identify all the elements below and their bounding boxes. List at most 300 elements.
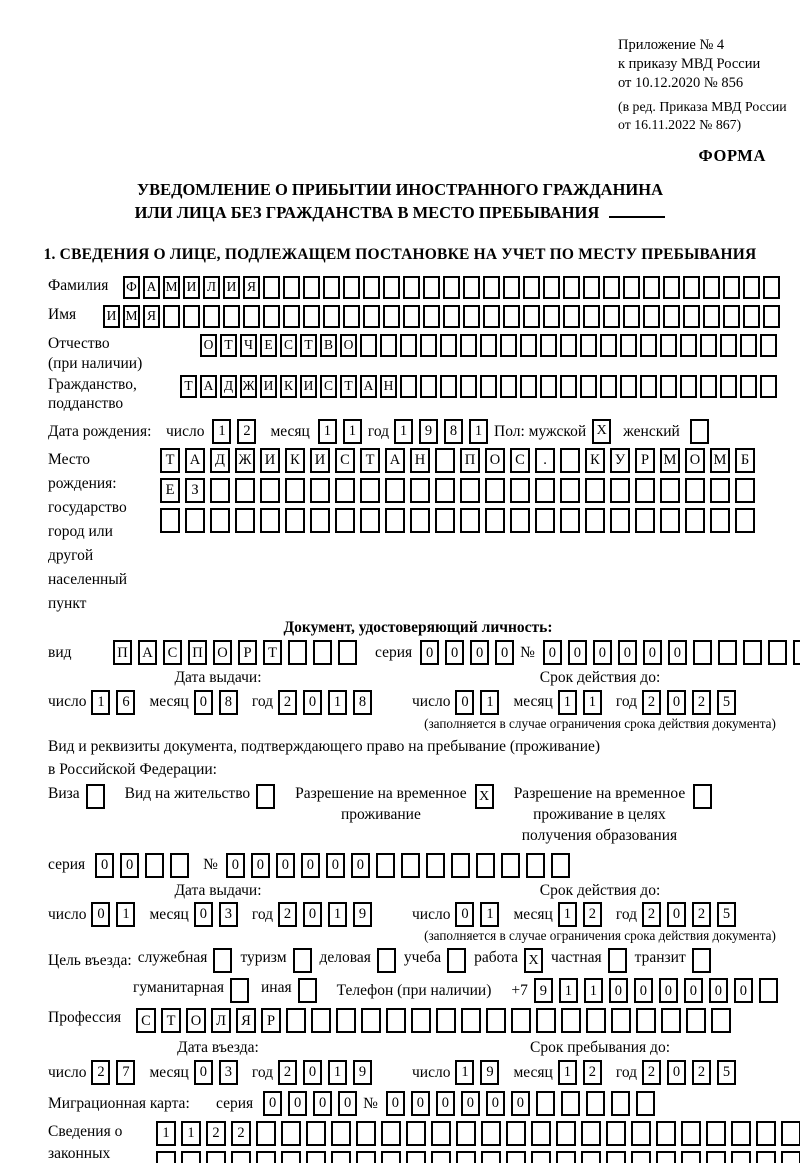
char-cell[interactable]: 2 xyxy=(91,1060,110,1085)
char-cell[interactable]: 2 xyxy=(692,690,711,715)
char-cell[interactable]: Е xyxy=(160,478,180,503)
char-cell[interactable]: Б xyxy=(735,448,755,473)
char-cell[interactable] xyxy=(383,305,400,328)
char-cell[interactable]: 0 xyxy=(386,1091,405,1116)
char-cell[interactable]: Е xyxy=(260,334,277,357)
char-cell[interactable]: С xyxy=(320,375,337,398)
char-cell[interactable]: 1 xyxy=(558,1060,577,1085)
char-cell[interactable] xyxy=(536,1008,556,1033)
char-cell[interactable] xyxy=(440,375,457,398)
char-cell[interactable] xyxy=(560,375,577,398)
char-cell[interactable] xyxy=(718,640,737,665)
char-cell[interactable] xyxy=(556,1121,576,1146)
char-cell[interactable]: С xyxy=(136,1008,156,1033)
char-cell[interactable] xyxy=(580,375,597,398)
char-cell[interactable] xyxy=(635,478,655,503)
char-cell[interactable]: 1 xyxy=(584,978,603,1003)
char-cell[interactable]: . xyxy=(535,448,555,473)
char-cell[interactable]: 5 xyxy=(717,902,736,927)
char-cell[interactable] xyxy=(481,1151,501,1163)
char-cell[interactable]: 2 xyxy=(692,902,711,927)
char-cell[interactable] xyxy=(283,305,300,328)
char-cell[interactable]: 0 xyxy=(455,690,474,715)
char-cell[interactable]: 1 xyxy=(181,1121,201,1146)
char-cell[interactable] xyxy=(563,276,580,299)
char-cell[interactable]: 0 xyxy=(194,902,213,927)
char-cell[interactable] xyxy=(620,334,637,357)
char-cell[interactable] xyxy=(400,375,417,398)
char-cell[interactable] xyxy=(435,508,455,533)
char-cell[interactable]: 0 xyxy=(411,1091,430,1116)
char-cell[interactable]: 1 xyxy=(116,902,135,927)
visa-checkbox[interactable] xyxy=(86,784,105,809)
char-cell[interactable]: О xyxy=(485,448,505,473)
char-cell[interactable] xyxy=(406,1121,426,1146)
char-cell[interactable] xyxy=(556,1151,576,1163)
char-cell[interactable] xyxy=(526,853,545,878)
char-cell[interactable] xyxy=(756,1151,776,1163)
char-cell[interactable]: 1 xyxy=(455,1060,474,1085)
char-cell[interactable]: 2 xyxy=(278,1060,297,1085)
char-cell[interactable] xyxy=(600,375,617,398)
char-cell[interactable] xyxy=(303,276,320,299)
char-cell[interactable] xyxy=(506,1121,526,1146)
purpose-business-checkbox[interactable] xyxy=(377,948,396,973)
char-cell[interactable] xyxy=(636,1008,656,1033)
char-cell[interactable] xyxy=(631,1151,651,1163)
char-cell[interactable] xyxy=(560,334,577,357)
char-cell[interactable] xyxy=(581,1121,601,1146)
char-cell[interactable] xyxy=(693,640,712,665)
char-cell[interactable]: 1 xyxy=(156,1121,176,1146)
char-cell[interactable] xyxy=(363,305,380,328)
char-cell[interactable] xyxy=(623,305,640,328)
char-cell[interactable] xyxy=(323,305,340,328)
char-cell[interactable]: 2 xyxy=(642,690,661,715)
char-cell[interactable] xyxy=(283,276,300,299)
char-cell[interactable] xyxy=(463,305,480,328)
char-cell[interactable] xyxy=(313,640,332,665)
char-cell[interactable]: О xyxy=(200,334,217,357)
char-cell[interactable] xyxy=(500,375,517,398)
char-cell[interactable] xyxy=(381,1151,401,1163)
char-cell[interactable]: 1 xyxy=(328,690,347,715)
char-cell[interactable] xyxy=(411,1008,431,1033)
char-cell[interactable]: И xyxy=(260,448,280,473)
char-cell[interactable] xyxy=(263,276,280,299)
char-cell[interactable]: М xyxy=(660,448,680,473)
char-cell[interactable]: К xyxy=(585,448,605,473)
char-cell[interactable]: 0 xyxy=(543,640,562,665)
char-cell[interactable] xyxy=(585,478,605,503)
char-cell[interactable] xyxy=(485,508,505,533)
char-cell[interactable] xyxy=(403,305,420,328)
purpose-humanitarian-checkbox[interactable] xyxy=(230,978,249,1003)
char-cell[interactable] xyxy=(386,1008,406,1033)
char-cell[interactable] xyxy=(360,508,380,533)
char-cell[interactable] xyxy=(480,375,497,398)
char-cell[interactable] xyxy=(560,508,580,533)
char-cell[interactable] xyxy=(781,1121,800,1146)
char-cell[interactable] xyxy=(543,305,560,328)
char-cell[interactable] xyxy=(585,508,605,533)
char-cell[interactable]: О xyxy=(685,448,705,473)
char-cell[interactable] xyxy=(551,853,570,878)
char-cell[interactable]: 0 xyxy=(643,640,662,665)
char-cell[interactable] xyxy=(506,1151,526,1163)
char-cell[interactable]: Р xyxy=(261,1008,281,1033)
char-cell[interactable]: 2 xyxy=(583,1060,602,1085)
char-cell[interactable] xyxy=(163,305,180,328)
char-cell[interactable]: 1 xyxy=(583,690,602,715)
char-cell[interactable]: 0 xyxy=(709,978,728,1003)
char-cell[interactable] xyxy=(681,1151,701,1163)
char-cell[interactable]: 0 xyxy=(455,902,474,927)
char-cell[interactable]: 9 xyxy=(353,1060,372,1085)
char-cell[interactable]: 0 xyxy=(194,1060,213,1085)
char-cell[interactable] xyxy=(306,1151,326,1163)
char-cell[interactable] xyxy=(443,276,460,299)
char-cell[interactable]: 0 xyxy=(445,640,464,665)
char-cell[interactable]: 2 xyxy=(278,690,297,715)
char-cell[interactable]: 0 xyxy=(634,978,653,1003)
char-cell[interactable] xyxy=(420,375,437,398)
char-cell[interactable] xyxy=(760,334,777,357)
char-cell[interactable] xyxy=(363,276,380,299)
char-cell[interactable]: 9 xyxy=(353,902,372,927)
char-cell[interactable]: П xyxy=(460,448,480,473)
char-cell[interactable]: 0 xyxy=(303,1060,322,1085)
char-cell[interactable] xyxy=(323,276,340,299)
sex-male-checkbox[interactable]: X xyxy=(592,419,611,444)
char-cell[interactable] xyxy=(210,478,230,503)
char-cell[interactable] xyxy=(360,478,380,503)
char-cell[interactable]: 0 xyxy=(303,690,322,715)
char-cell[interactable]: 0 xyxy=(326,853,345,878)
char-cell[interactable] xyxy=(561,1008,581,1033)
char-cell[interactable] xyxy=(510,508,530,533)
char-cell[interactable] xyxy=(381,1121,401,1146)
char-cell[interactable] xyxy=(260,508,280,533)
char-cell[interactable] xyxy=(210,508,230,533)
char-cell[interactable] xyxy=(485,478,505,503)
char-cell[interactable] xyxy=(611,1091,630,1116)
char-cell[interactable]: Я xyxy=(243,276,260,299)
char-cell[interactable]: 0 xyxy=(667,1060,686,1085)
char-cell[interactable] xyxy=(343,276,360,299)
char-cell[interactable]: 0 xyxy=(91,902,110,927)
char-cell[interactable]: 5 xyxy=(717,1060,736,1085)
char-cell[interactable] xyxy=(503,276,520,299)
char-cell[interactable] xyxy=(603,276,620,299)
char-cell[interactable] xyxy=(683,276,700,299)
char-cell[interactable]: 8 xyxy=(219,690,238,715)
char-cell[interactable] xyxy=(540,334,557,357)
char-cell[interactable]: О xyxy=(340,334,357,357)
char-cell[interactable] xyxy=(735,508,755,533)
char-cell[interactable] xyxy=(600,334,617,357)
char-cell[interactable] xyxy=(531,1121,551,1146)
char-cell[interactable] xyxy=(436,1008,456,1033)
char-cell[interactable]: 0 xyxy=(511,1091,530,1116)
char-cell[interactable]: К xyxy=(280,375,297,398)
char-cell[interactable] xyxy=(520,334,537,357)
char-cell[interactable] xyxy=(170,853,189,878)
char-cell[interactable] xyxy=(610,508,630,533)
char-cell[interactable]: О xyxy=(186,1008,206,1033)
char-cell[interactable] xyxy=(763,305,780,328)
char-cell[interactable] xyxy=(460,478,480,503)
char-cell[interactable]: 2 xyxy=(231,1121,251,1146)
char-cell[interactable]: 0 xyxy=(734,978,753,1003)
char-cell[interactable] xyxy=(500,334,517,357)
char-cell[interactable]: Ч xyxy=(240,334,257,357)
char-cell[interactable] xyxy=(683,305,700,328)
char-cell[interactable] xyxy=(610,478,630,503)
char-cell[interactable] xyxy=(403,276,420,299)
char-cell[interactable]: 0 xyxy=(470,640,489,665)
char-cell[interactable]: М xyxy=(123,305,140,328)
char-cell[interactable]: Т xyxy=(300,334,317,357)
char-cell[interactable] xyxy=(580,334,597,357)
char-cell[interactable] xyxy=(793,640,800,665)
char-cell[interactable] xyxy=(281,1121,301,1146)
char-cell[interactable] xyxy=(401,853,420,878)
char-cell[interactable]: 9 xyxy=(480,1060,499,1085)
char-cell[interactable]: И xyxy=(103,305,120,328)
char-cell[interactable] xyxy=(331,1121,351,1146)
char-cell[interactable]: 0 xyxy=(486,1091,505,1116)
char-cell[interactable]: А xyxy=(185,448,205,473)
char-cell[interactable]: Т xyxy=(161,1008,181,1033)
char-cell[interactable] xyxy=(435,478,455,503)
char-cell[interactable]: М xyxy=(710,448,730,473)
char-cell[interactable]: У xyxy=(610,448,630,473)
purpose-other-checkbox[interactable] xyxy=(298,978,317,1003)
sex-female-checkbox[interactable] xyxy=(690,419,709,444)
char-cell[interactable] xyxy=(581,1151,601,1163)
char-cell[interactable]: 1 xyxy=(480,690,499,715)
char-cell[interactable] xyxy=(743,640,762,665)
char-cell[interactable]: 8 xyxy=(353,690,372,715)
char-cell[interactable]: 2 xyxy=(692,1060,711,1085)
char-cell[interactable] xyxy=(681,1121,701,1146)
char-cell[interactable]: О xyxy=(213,640,232,665)
char-cell[interactable]: Р xyxy=(238,640,257,665)
char-cell[interactable] xyxy=(711,1008,731,1033)
char-cell[interactable]: 6 xyxy=(116,690,135,715)
char-cell[interactable] xyxy=(640,334,657,357)
char-cell[interactable] xyxy=(235,508,255,533)
char-cell[interactable]: З xyxy=(185,478,205,503)
char-cell[interactable]: Т xyxy=(360,448,380,473)
char-cell[interactable]: 8 xyxy=(444,419,463,444)
char-cell[interactable] xyxy=(231,1151,251,1163)
char-cell[interactable] xyxy=(768,640,787,665)
purpose-official-checkbox[interactable] xyxy=(213,948,232,973)
char-cell[interactable] xyxy=(376,853,395,878)
char-cell[interactable]: 0 xyxy=(120,853,139,878)
char-cell[interactable]: 0 xyxy=(420,640,439,665)
char-cell[interactable] xyxy=(183,305,200,328)
char-cell[interactable] xyxy=(583,305,600,328)
char-cell[interactable]: Я xyxy=(143,305,160,328)
char-cell[interactable]: С xyxy=(335,448,355,473)
char-cell[interactable] xyxy=(456,1151,476,1163)
char-cell[interactable]: Т xyxy=(263,640,282,665)
char-cell[interactable]: 1 xyxy=(559,978,578,1003)
char-cell[interactable] xyxy=(406,1151,426,1163)
char-cell[interactable]: 0 xyxy=(461,1091,480,1116)
char-cell[interactable] xyxy=(720,375,737,398)
char-cell[interactable] xyxy=(620,375,637,398)
char-cell[interactable] xyxy=(361,1008,381,1033)
char-cell[interactable] xyxy=(703,305,720,328)
char-cell[interactable] xyxy=(410,478,430,503)
char-cell[interactable]: 5 xyxy=(717,690,736,715)
char-cell[interactable] xyxy=(435,448,455,473)
char-cell[interactable] xyxy=(731,1151,751,1163)
char-cell[interactable] xyxy=(306,1121,326,1146)
char-cell[interactable] xyxy=(460,508,480,533)
char-cell[interactable] xyxy=(710,478,730,503)
char-cell[interactable]: Р xyxy=(635,448,655,473)
char-cell[interactable]: 1 xyxy=(469,419,488,444)
char-cell[interactable]: 3 xyxy=(219,902,238,927)
purpose-tourism-checkbox[interactable] xyxy=(293,948,312,973)
char-cell[interactable]: Д xyxy=(210,448,230,473)
char-cell[interactable] xyxy=(685,508,705,533)
char-cell[interactable] xyxy=(481,1121,501,1146)
char-cell[interactable] xyxy=(285,508,305,533)
char-cell[interactable]: 3 xyxy=(219,1060,238,1085)
char-cell[interactable] xyxy=(410,508,430,533)
char-cell[interactable] xyxy=(685,478,705,503)
char-cell[interactable]: Ж xyxy=(240,375,257,398)
char-cell[interactable]: 1 xyxy=(558,690,577,715)
char-cell[interactable] xyxy=(285,478,305,503)
char-cell[interactable] xyxy=(756,1121,776,1146)
char-cell[interactable]: С xyxy=(510,448,530,473)
char-cell[interactable] xyxy=(423,305,440,328)
char-cell[interactable]: 0 xyxy=(609,978,628,1003)
char-cell[interactable] xyxy=(335,508,355,533)
char-cell[interactable] xyxy=(356,1151,376,1163)
char-cell[interactable]: 0 xyxy=(303,902,322,927)
char-cell[interactable]: К xyxy=(285,448,305,473)
char-cell[interactable]: Т xyxy=(340,375,357,398)
char-cell[interactable]: П xyxy=(188,640,207,665)
char-cell[interactable] xyxy=(523,276,540,299)
char-cell[interactable] xyxy=(380,334,397,357)
char-cell[interactable] xyxy=(423,276,440,299)
char-cell[interactable] xyxy=(781,1151,800,1163)
char-cell[interactable]: 1 xyxy=(328,902,347,927)
char-cell[interactable] xyxy=(335,478,355,503)
char-cell[interactable] xyxy=(623,276,640,299)
char-cell[interactable] xyxy=(420,334,437,357)
char-cell[interactable] xyxy=(583,276,600,299)
char-cell[interactable] xyxy=(310,478,330,503)
char-cell[interactable] xyxy=(343,305,360,328)
char-cell[interactable]: 0 xyxy=(668,640,687,665)
char-cell[interactable] xyxy=(443,305,460,328)
char-cell[interactable]: 0 xyxy=(194,690,213,715)
char-cell[interactable]: 0 xyxy=(226,853,245,878)
char-cell[interactable] xyxy=(706,1151,726,1163)
char-cell[interactable] xyxy=(256,1121,276,1146)
char-cell[interactable]: Л xyxy=(211,1008,231,1033)
char-cell[interactable] xyxy=(635,508,655,533)
char-cell[interactable] xyxy=(743,276,760,299)
char-cell[interactable]: 9 xyxy=(419,419,438,444)
char-cell[interactable]: Н xyxy=(410,448,430,473)
char-cell[interactable] xyxy=(510,478,530,503)
char-cell[interactable]: 0 xyxy=(338,1091,357,1116)
char-cell[interactable]: С xyxy=(163,640,182,665)
char-cell[interactable]: 1 xyxy=(558,902,577,927)
char-cell[interactable]: 0 xyxy=(495,640,514,665)
char-cell[interactable] xyxy=(606,1121,626,1146)
char-cell[interactable] xyxy=(535,478,555,503)
char-cell[interactable]: И xyxy=(310,448,330,473)
purpose-transit-checkbox[interactable] xyxy=(692,948,711,973)
purpose-study-checkbox[interactable] xyxy=(447,948,466,973)
char-cell[interactable] xyxy=(686,1008,706,1033)
char-cell[interactable]: 2 xyxy=(278,902,297,927)
char-cell[interactable] xyxy=(520,375,537,398)
char-cell[interactable]: А xyxy=(360,375,377,398)
char-cell[interactable] xyxy=(338,640,357,665)
char-cell[interactable] xyxy=(723,276,740,299)
char-cell[interactable] xyxy=(461,1008,481,1033)
char-cell[interactable] xyxy=(256,1151,276,1163)
char-cell[interactable] xyxy=(760,375,777,398)
char-cell[interactable] xyxy=(703,276,720,299)
char-cell[interactable]: 1 xyxy=(343,419,362,444)
char-cell[interactable] xyxy=(480,334,497,357)
char-cell[interactable] xyxy=(636,1091,655,1116)
char-cell[interactable] xyxy=(486,1008,506,1033)
char-cell[interactable] xyxy=(311,1008,331,1033)
char-cell[interactable] xyxy=(288,640,307,665)
char-cell[interactable] xyxy=(640,375,657,398)
char-cell[interactable] xyxy=(723,305,740,328)
char-cell[interactable] xyxy=(460,375,477,398)
char-cell[interactable]: 0 xyxy=(301,853,320,878)
char-cell[interactable] xyxy=(740,334,757,357)
char-cell[interactable] xyxy=(680,334,697,357)
char-cell[interactable]: 2 xyxy=(237,419,256,444)
char-cell[interactable] xyxy=(156,1151,176,1163)
char-cell[interactable]: 0 xyxy=(251,853,270,878)
char-cell[interactable]: 1 xyxy=(318,419,337,444)
char-cell[interactable] xyxy=(426,853,445,878)
char-cell[interactable] xyxy=(203,305,220,328)
char-cell[interactable] xyxy=(540,375,557,398)
char-cell[interactable] xyxy=(235,478,255,503)
char-cell[interactable] xyxy=(281,1151,301,1163)
char-cell[interactable]: 0 xyxy=(568,640,587,665)
char-cell[interactable] xyxy=(511,1008,531,1033)
char-cell[interactable] xyxy=(523,305,540,328)
char-cell[interactable]: 0 xyxy=(659,978,678,1003)
char-cell[interactable]: 0 xyxy=(667,902,686,927)
char-cell[interactable] xyxy=(735,478,755,503)
char-cell[interactable] xyxy=(660,478,680,503)
char-cell[interactable] xyxy=(710,508,730,533)
char-cell[interactable] xyxy=(660,334,677,357)
